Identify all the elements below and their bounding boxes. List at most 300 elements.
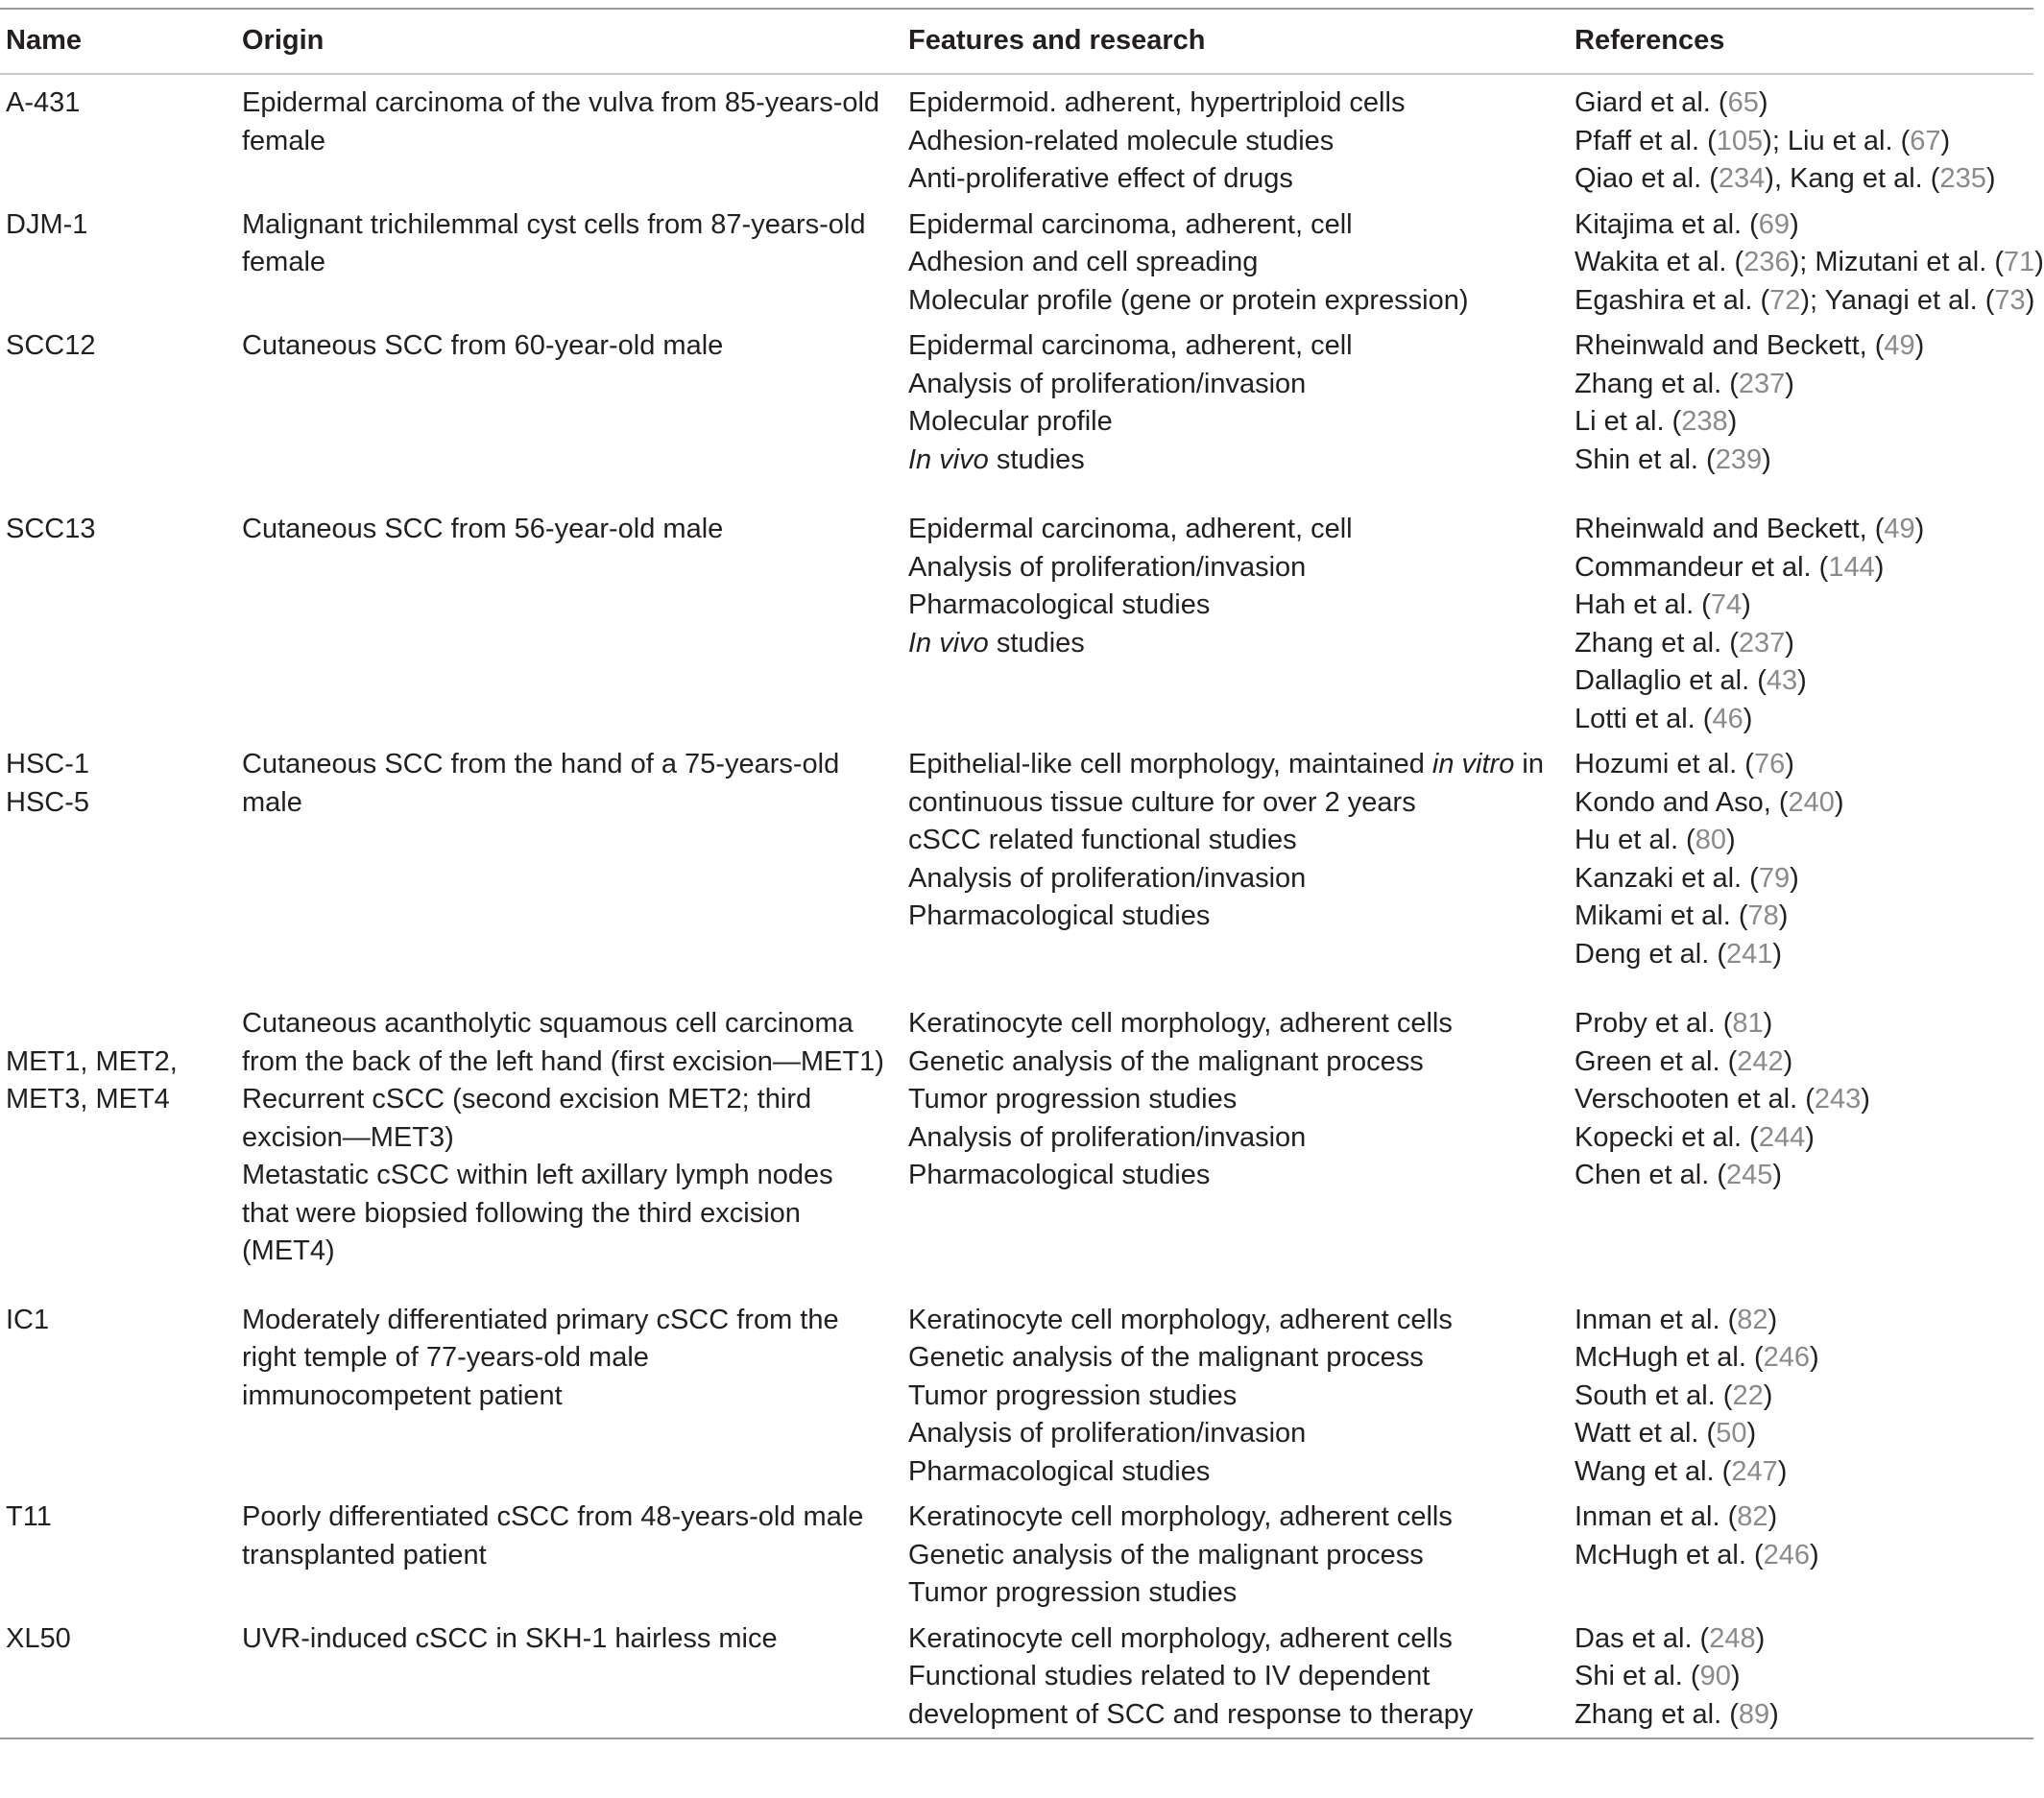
text-segment: Epidermal carcinoma, adherent, cell [908,208,1353,240]
text-segment: ) [1777,1455,1788,1487]
features-line [908,1620,1575,1659]
features-line [908,442,1575,480]
features-line [908,625,1575,663]
text-segment: ) [2025,284,2035,316]
name-line: HSC-1 [6,749,90,779]
reference-number: 43 [1766,665,1798,696]
cell-features [908,203,1575,324]
references-line [1575,1453,2033,1492]
text-segment: Kopecki et al. ( [1575,1121,1759,1153]
text-segment: ) [1790,862,1799,894]
cell-origin [242,74,908,203]
text-segment: Verschooten et al. ( [1575,1084,1815,1115]
references-line [1575,625,2033,663]
text-segment: ) [1762,444,1771,475]
text-segment: South et al. ( [1575,1379,1733,1411]
text-segment: ) [1785,627,1794,659]
text-segment: Keratinocyte cell morphology, adherent cells [908,1622,1453,1654]
cell-name [0,1001,242,1298]
reference-number: 242 [1737,1045,1784,1077]
text-segment: Epithelial-like cell morphology, maintained [908,749,1432,779]
text-segment: Das et al. ( [1575,1622,1710,1654]
origin-line: excision—MET3) [242,1121,454,1153]
text-segment: Pharmacological studies [908,1455,1211,1487]
reference-number: 238 [1681,406,1728,437]
text-segment: Li et al. ( [1575,406,1682,437]
text-segment: ) [1730,1661,1741,1691]
text-segment: Genetic analysis of the malignant process [908,1539,1424,1570]
text-segment: Watt et al. ( [1575,1418,1717,1449]
reference-number: 144 [1828,551,1875,583]
reference-number: 236 [1743,247,1791,277]
reference-number: 234 [1718,163,1766,194]
references-line [1575,403,2033,442]
reference-number: 248 [1709,1622,1756,1654]
text-segment: Lotti et al. ( [1575,703,1713,734]
references-line [1575,442,2033,480]
table-row [0,1495,2033,1617]
origin-line: transplanted patient [242,1539,487,1570]
cell-references [1575,1495,2033,1617]
cell-name [0,507,242,742]
features-line [908,366,1575,404]
origin-line: female [242,247,326,277]
references-line [1575,1302,2033,1340]
text-segment: Analysis of proliferation/invasion [908,862,1307,894]
cell-features [908,1001,1575,1298]
reference-number: 235 [1939,163,1986,194]
cell-origin [242,507,908,742]
text-segment: Analysis of proliferation/invasion [908,1121,1307,1153]
text-segment: ) [1810,1342,1819,1373]
reference-number: 74 [1710,589,1743,620]
origin-line: Cutaneous acantholytic squamous cell carcinoma [242,1008,854,1039]
text-segment: ) [1785,368,1794,399]
references-line [1575,587,2033,625]
text-segment: Analysis of proliferation/invasion [908,1418,1307,1449]
text-segment: Qiao et al. ( [1575,163,1719,194]
table-row [0,324,2033,507]
text-segment: ); Mizutani et al. ( [1790,247,2004,277]
features-line [908,511,1575,549]
cell-name [0,203,242,324]
features-line [908,1339,1575,1378]
references-line [1575,206,2033,245]
reference-number: 82 [1737,1501,1768,1532]
reference-number: 245 [1725,1160,1773,1190]
table-row [0,74,2033,203]
text-segment: studies [988,627,1085,659]
origin-line: female [242,125,326,156]
reference-number: 237 [1738,368,1786,399]
features-line [908,1696,1575,1735]
text-segment: Zhang et al. ( [1575,1698,1739,1730]
features-line [908,1378,1575,1416]
text-segment: Inman et al. ( [1575,1501,1738,1532]
text-segment: ) [1985,163,1996,194]
origin-line: from the back of the left hand (first excision—MET1) [242,1045,884,1077]
references-line [1575,1537,2033,1575]
table-row [0,1298,2033,1496]
text-segment: Adhesion and cell spreading [908,247,1259,277]
text-segment: Green et al. ( [1575,1045,1738,1077]
cell-origin [242,742,908,1001]
references-line [1575,511,2033,549]
cell-origin [242,1298,908,1496]
text-segment: McHugh et al. ( [1575,1342,1764,1373]
text-segment: ) [1790,208,1799,240]
references-line [1575,1339,2033,1378]
text-segment: Hu et al. ( [1575,825,1695,855]
cell-features [908,1495,1575,1617]
reference-number: 22 [1732,1379,1764,1411]
cell-origin [242,203,908,324]
cell-references [1575,1001,2033,1298]
features-line [908,1498,1575,1537]
text-segment: ) [1772,938,1783,970]
features-line [908,1658,1575,1696]
references-line [1575,366,2033,404]
origin-line: Poorly differentiated cSCC from 48-years-old male [242,1501,864,1532]
cell-references [1575,203,2044,324]
name-line: IC1 [6,1304,50,1335]
text-segment: ) [1810,1539,1819,1570]
reference-number: 49 [1884,514,1915,544]
features-line [908,1574,1575,1613]
text-segment: Egashira et al. ( [1575,284,1770,316]
features-line [908,1005,1575,1043]
text-segment: Pharmacological studies [908,900,1211,931]
reference-number: 78 [1747,900,1779,931]
text-segment: Tumor progression studies [908,1577,1238,1608]
text-segment: Mikami et al. ( [1575,900,1748,931]
references-line [1575,244,2044,282]
text-segment: Wang et al. ( [1575,1455,1732,1487]
text-segment: ) [1834,786,1844,818]
text-segment: Molecular profile (gene or protein expression) [908,284,1469,316]
references-line [1575,746,2033,784]
text-segment: Zhang et al. ( [1575,368,1739,399]
references-line [1575,327,2033,366]
name-line: SCC12 [6,330,96,361]
reference-number: 46 [1712,703,1743,734]
features-line [908,898,1575,936]
features-line [908,860,1575,899]
features-line [908,84,1575,123]
reference-number: 90 [1699,1661,1731,1691]
features-line [908,244,1575,282]
reference-number: 65 [1727,87,1759,118]
italic-text: In vivo [908,444,989,475]
reference-number: 240 [1788,786,1835,818]
cell-lines-table [0,8,2044,1739]
text-segment: ) [1746,1418,1757,1449]
text-segment: ) [1914,330,1925,361]
name-line: XL50 [6,1622,71,1654]
references-line [1575,282,2033,321]
features-line [908,587,1575,625]
features-line [908,1043,1575,1082]
origin-line: Malignant trichilemmal cyst cells from 87-years-old [242,208,866,240]
features-line [908,1302,1575,1340]
text-segment: in [1514,749,1544,779]
cell-origin [242,1617,908,1739]
text-segment: ) [1758,87,1768,118]
text-segment: Functional studies related to IV dependent [908,1661,1431,1691]
text-segment: ), Kang et al. ( [1765,163,1940,194]
text-segment: cSCC related functional studies [908,825,1297,855]
references-line [1575,1081,2033,1119]
origin-line: immunocompetent patient [242,1379,563,1411]
cell-references [1575,324,2033,507]
cell-origin [242,324,908,507]
name-line: DJM-1 [6,208,88,240]
reference-number: 243 [1814,1084,1862,1115]
text-segment: Rheinwald and Beckett, ( [1575,330,1885,361]
cell-name [0,1298,242,1496]
reference-number: 239 [1715,444,1763,475]
origin-line: Cutaneous SCC from the hand of a 75-years-old [242,749,840,779]
text-segment: McHugh et al. ( [1575,1539,1764,1570]
features-line [908,327,1575,366]
features-line [908,822,1575,860]
text-segment: Commandeur et al. ( [1575,551,1829,583]
text-segment: ) [1767,1501,1778,1532]
reference-number: 244 [1758,1121,1806,1153]
features-line [908,746,1575,784]
cell-references [1575,74,2033,203]
references-line [1575,701,2033,739]
table-row [0,507,2033,742]
text-segment: Shi et al. ( [1575,1661,1700,1691]
text-segment: ) [1742,589,1751,620]
features-line [908,206,1575,245]
cell-features [908,1298,1575,1496]
text-segment: Pharmacological studies [908,1160,1211,1190]
text-segment: studies [988,444,1085,475]
text-segment: Inman et al. ( [1575,1304,1738,1335]
text-segment: ) [1914,514,1925,544]
text-segment: ) [1778,900,1789,931]
text-segment: Deng et al. ( [1575,938,1726,970]
text-segment: Anti-proliferative effect of drugs [908,163,1293,194]
features-line [908,1453,1575,1492]
cell-origin [242,1001,908,1298]
references-line [1575,1658,2033,1696]
text-segment: ) [1743,703,1753,734]
reference-number: 50 [1716,1418,1747,1449]
references-line [1575,822,2033,860]
references-line [1575,1378,2033,1416]
origin-line: Epidermal carcinoma of the vulva from 85-years-old [242,87,880,118]
table-row [0,203,2033,324]
features-line [908,123,1575,161]
text-segment: ) [1769,1698,1779,1730]
text-segment: ) [1755,1622,1766,1654]
references-line [1575,1005,2033,1043]
text-segment: Epidermal carcinoma, adherent, cell [908,514,1353,544]
text-segment: Dallaglio et al. ( [1575,665,1767,696]
references-line [1575,1696,2033,1735]
reference-number: 246 [1763,1539,1811,1570]
features-line [908,282,1575,321]
text-segment: Keratinocyte cell morphology, adherent cells [908,1304,1453,1335]
italic-text: in vitro [1431,749,1515,779]
cell-references [1575,1617,2033,1739]
features-line [908,549,1575,587]
features-line [908,1415,1575,1453]
text-segment: ) [1785,749,1794,779]
cell-references [1575,507,2033,742]
text-segment: Genetic analysis of the malignant process [908,1045,1424,1077]
text-segment: Epidermoid. adherent, hypertriploid cells [908,87,1406,118]
cell-features [908,742,1575,1001]
text-segment: ) [1767,1304,1778,1335]
text-segment: Pharmacological studies [908,589,1211,620]
reference-number: 80 [1695,825,1726,855]
references-line [1575,1415,2033,1453]
text-segment: Molecular profile [908,406,1113,437]
text-segment: Tumor progression studies [908,1084,1238,1115]
references-line [1575,936,2033,974]
references-line [1575,784,2033,823]
features-line [908,1081,1575,1119]
text-segment: ) [1861,1084,1870,1115]
name-line: SCC13 [6,514,96,544]
name-line: HSC-5 [6,786,90,818]
references-line [1575,84,2033,123]
text-segment: Epidermal carcinoma, adherent, cell [908,330,1353,361]
name-line [6,1005,242,1043]
table-row [0,742,2033,1001]
text-segment: ) [1727,406,1738,437]
name-line: MET1, MET2, [6,1045,178,1077]
text-segment: Kitajima et al. ( [1575,208,1759,240]
italic-text: In vivo [908,627,989,659]
reference-number: 73 [1994,284,2026,316]
origin-line: Moderately differentiated primary cSCC from the [242,1304,839,1335]
references-line [1575,1157,2033,1195]
text-segment: ) [1874,551,1885,583]
features-line [908,784,1575,823]
origin-line: that were biopsied following the third excision [242,1197,801,1229]
origin-line: Cutaneous SCC from 56-year-old male [242,514,724,544]
header-references: References [1575,25,1725,57]
cell-name [0,324,242,507]
reference-number: 237 [1738,627,1786,659]
cell-features [908,74,1575,203]
header-origin: Origin [242,25,325,57]
name-line: T11 [6,1501,52,1532]
header-features: Features and research [908,25,1206,57]
text-segment: Keratinocyte cell morphology, adherent cells [908,1008,1453,1039]
text-segment: ) [1763,1379,1773,1411]
reference-number: 71 [2004,247,2035,277]
references-line [1575,1498,2033,1537]
name-line: MET3, MET4 [6,1084,170,1115]
table-body [0,74,2044,1738]
references-line [1575,860,2033,899]
text-segment: Adhesion-related molecule studies [908,125,1335,156]
table-row [0,1617,2033,1739]
text-segment: development of SCC and response to therapy [908,1698,1474,1730]
features-line [908,403,1575,442]
text-segment: Analysis of proliferation/invasion [908,551,1307,583]
reference-number: 67 [1910,125,1941,156]
origin-line: (MET4) [242,1235,335,1266]
references-line [1575,898,2033,936]
text-segment: Kondo and Aso, ( [1575,786,1789,818]
reference-number: 89 [1738,1698,1770,1730]
references-line [1575,1620,2033,1659]
references-line [1575,123,2033,161]
text-segment: ); Liu et al. ( [1763,125,1911,156]
cell-features [908,1617,1575,1739]
header-row [0,9,2033,74]
text-segment: ) [1783,1045,1793,1077]
text-segment: Analysis of proliferation/invasion [908,368,1307,399]
text-segment: ) [1797,665,1807,696]
features-line [908,1157,1575,1195]
references-line [1575,549,2033,587]
text-segment: Keratinocyte cell morphology, adherent cells [908,1501,1453,1532]
cell-name [0,742,242,1001]
reference-number: 81 [1732,1008,1764,1039]
text-segment: Tumor progression studies [908,1379,1238,1411]
cell-features [908,507,1575,742]
reference-number: 246 [1763,1342,1811,1373]
text-segment: ); Yanagi et al. ( [1800,284,1995,316]
reference-number: 241 [1725,938,1773,970]
origin-line: UVR-induced cSCC in SKH-1 hairless mice [242,1622,778,1654]
text-segment: continuous tissue culture for over 2 years [908,786,1416,818]
origin-line: male [242,786,302,818]
table-row [0,1001,2033,1298]
text-segment: Proby et al. ( [1575,1008,1733,1039]
text-segment: ) [1772,1160,1783,1190]
text-segment: Genetic analysis of the malignant process [908,1342,1424,1373]
text-segment: ) [1763,1008,1773,1039]
text-segment: ) [1725,825,1736,855]
text-segment: Chen et al. ( [1575,1160,1726,1190]
origin-line: Recurrent cSCC (second excision MET2; third [242,1084,812,1115]
text-segment: ) [1940,125,1951,156]
text-segment: Giard et al. ( [1575,87,1728,118]
text-segment: Pfaff et al. ( [1575,125,1717,156]
reference-number: 49 [1884,330,1915,361]
text-segment: Rheinwald and Beckett, ( [1575,514,1885,544]
references-line [1575,160,2033,199]
text-segment: Hah et al. ( [1575,589,1711,620]
reference-number: 247 [1731,1455,1778,1487]
references-line [1575,1119,2033,1158]
origin-line: Cutaneous SCC from 60-year-old male [242,330,724,361]
references-line [1575,1043,2033,1082]
cell-name [0,1495,242,1617]
reference-number: 76 [1753,749,1786,779]
features-line [908,1537,1575,1575]
text-segment: Hozumi et al. ( [1575,749,1754,779]
text-segment: ) [2034,247,2044,277]
features-line [908,160,1575,199]
origin-line: Metastatic cSCC within left axillary lymph nodes [242,1160,833,1190]
text-segment: Zhang et al. ( [1575,627,1739,659]
text-segment: Kanzaki et al. ( [1575,862,1759,894]
reference-number: 82 [1737,1304,1768,1335]
name-line: A-431 [6,87,81,118]
references-line [1575,662,2033,701]
features-line [908,1119,1575,1158]
